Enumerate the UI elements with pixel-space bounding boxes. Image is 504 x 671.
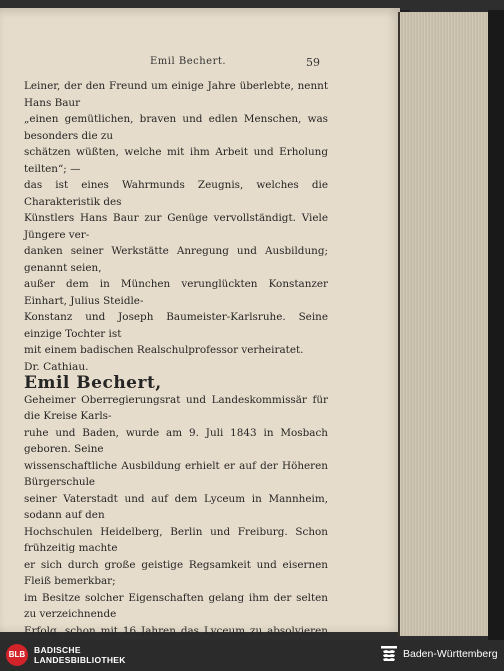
previous-article-ending <box>24 78 328 359</box>
text-line: ruhe und Baden, wurde am 9. Juli 1843 in Mosbach geboren. Seine <box>24 426 328 455</box>
text-line: schätzen wüßten, welche mit ihm Arbeit und Erholung teilten“; — <box>24 146 328 175</box>
library-name[interactable] <box>34 645 126 665</box>
library-name-line1: BADISCHE <box>34 645 81 655</box>
text-line: seiner Vaterstadt und auf dem Lyceum in Mannheim, sodann auf den <box>24 492 328 521</box>
blb-logo-icon[interactable]: BLB <box>6 644 28 666</box>
text-line: mit einem badischen Realschulprofessor verheiratet. <box>24 344 304 356</box>
text-line: „einen gemütlichen, braven und edlen Menschen, was besonders die zu <box>24 113 328 142</box>
text-line: danken seiner Werkstätte Anregung und Ausbildung; genannt seien, <box>24 245 328 274</box>
coat-of-arms-icon[interactable] <box>381 646 397 664</box>
article-heading: Emil Bechert, <box>24 373 162 393</box>
text-line: das ist eines Wahrmunds Zeugnis, welches die Charakteristik des <box>24 179 328 208</box>
text-line: Leiner, der den Freund um einige Jahre überlebte, nennt Hans Baur <box>24 80 328 109</box>
running-head <box>0 56 400 72</box>
book-page-edges <box>398 12 494 636</box>
book-cover-edge <box>488 10 504 640</box>
text-line: er sich durch große geistige Regsamkeit und eisernen Fleiß bemerkbar; <box>24 558 328 587</box>
text-line: Hochschulen Heidelberg, Berlin und Freiburg. Schon frühzeitig machte <box>24 525 328 554</box>
article-body <box>24 392 328 641</box>
footer-bar <box>0 640 504 671</box>
text-line: außer dem in München verunglückten Konstanzer Einhart, Julius Steidle- <box>24 278 328 307</box>
text-line: Geheimer Oberregierungsrat und Landeskommissär für die Kreise Karls- <box>24 393 328 422</box>
text-line: Konstanz und Joseph Baumeister-Karlsruhe. Seine einzige Tochter ist <box>24 311 328 340</box>
state-name[interactable]: Baden-Württemberg <box>403 648 498 660</box>
author-signature: Dr. Cathiau. <box>24 360 89 373</box>
scanned-page <box>0 8 400 637</box>
text-line: im Besitze solcher Eigenschaften gelang ihm der selten zu verzeichnende <box>24 591 328 620</box>
library-name-line2: LANDESBIBLIOTHEK <box>34 655 126 665</box>
text-line: wissenschaftliche Ausbildung erhielt er auf der Höheren Bürgerschule <box>24 459 328 488</box>
page-number: 59 <box>306 56 320 69</box>
page-text <box>24 78 328 640</box>
text-line: Erfolg, schon mit 16 Jahren das Lyceum zu absolvieren <box>24 624 328 637</box>
text-line: Künstlers Hans Baur zur Genüge vervollständigt. Viele Jüngere ver- <box>24 212 328 241</box>
running-title: Emil Bechert. <box>150 56 227 67</box>
